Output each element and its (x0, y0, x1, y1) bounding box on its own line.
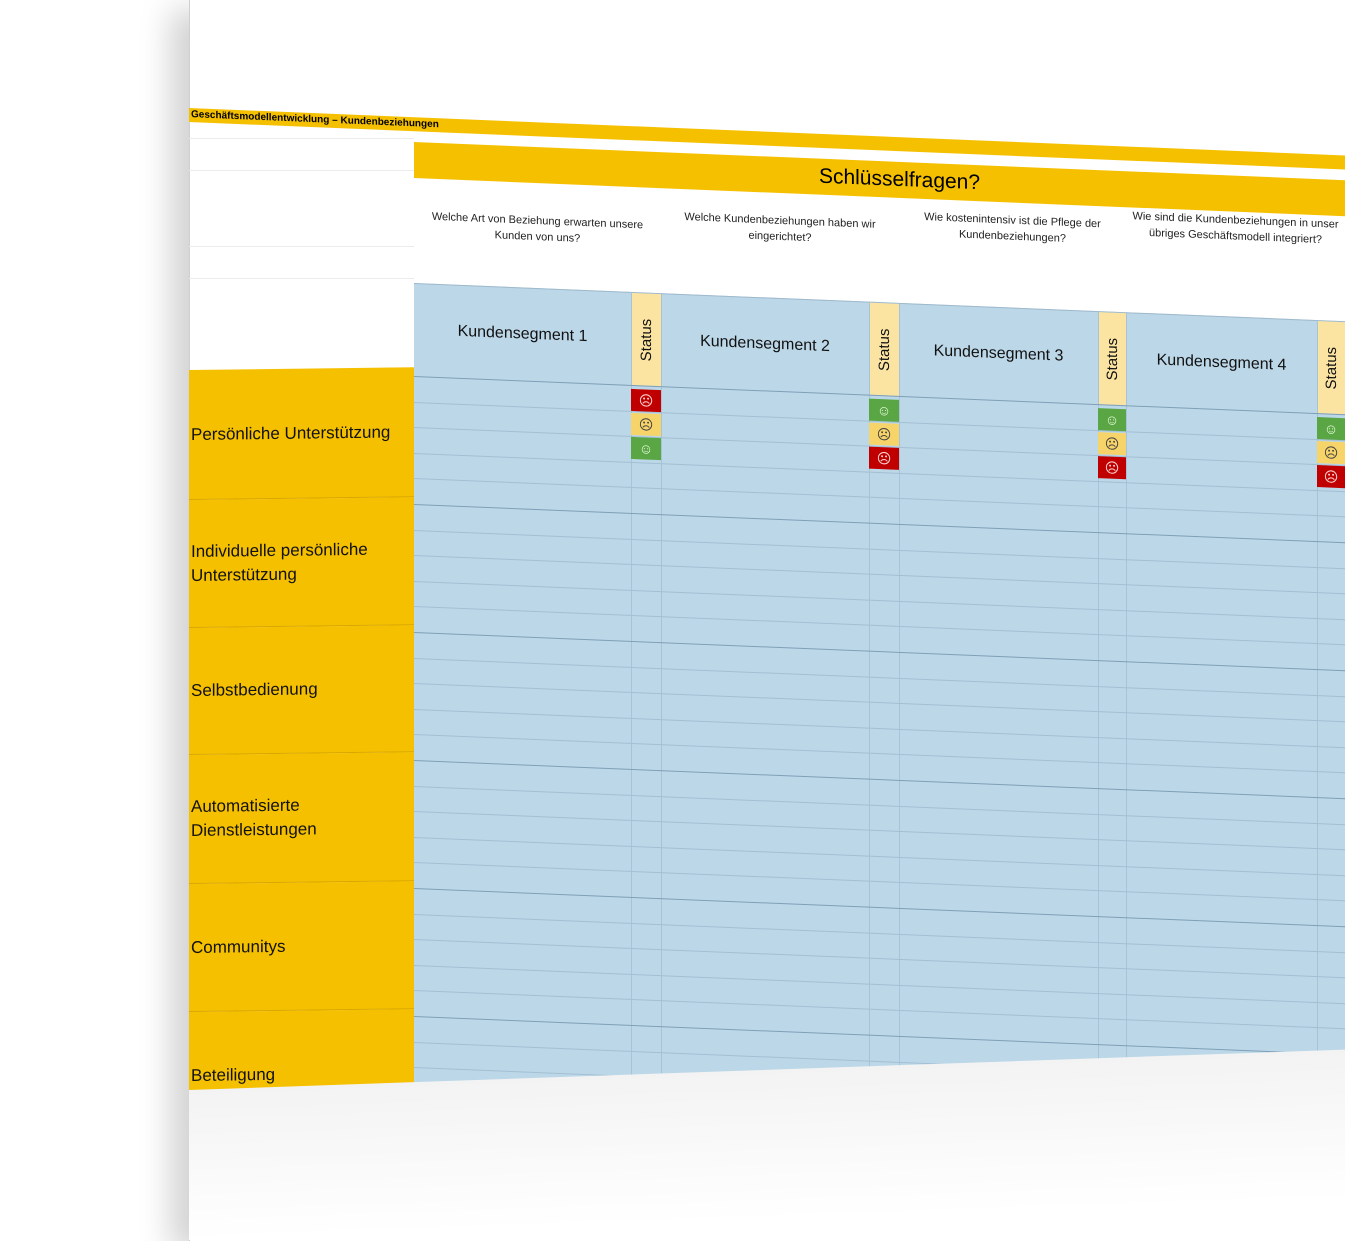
status-cell-s3-r2[interactable]: ☹ (1098, 432, 1126, 455)
question-3: Wie kostenintensiv ist die Pflege der Kundenbeziehungen? (924, 211, 1101, 245)
grid-line (414, 811, 1345, 850)
row-labels (189, 367, 414, 1140)
row-label-communitys: Communitys (189, 881, 414, 1012)
header-spacer-grid (189, 128, 414, 368)
grid-line (189, 170, 414, 171)
key-questions-heading: Schlüsselfragen? (414, 142, 1345, 216)
grid-line (414, 990, 1345, 1029)
grid-line (661, 294, 662, 1116)
status-cell-s3-r1[interactable]: ☺ (1098, 408, 1126, 431)
status-header-3: Status (1098, 312, 1126, 405)
status-cell-s4-r3[interactable]: ☹ (1317, 465, 1345, 488)
grid-line (414, 862, 1345, 901)
row-label-beteiligung: Beteiligung (189, 1009, 414, 1140)
grid-line (414, 658, 1345, 697)
status-cell-s4-r1[interactable]: ☺ (1317, 417, 1345, 440)
segment-header-1: Kundensegment 1 (457, 322, 588, 346)
row-label-automatisierte-dienstleistungen: Automatisierte Dienstleistungen (189, 752, 414, 884)
row-label-selbstbedienung: Selbstbedienung (189, 625, 414, 755)
status-cell-s1-r3[interactable]: ☺ (631, 437, 661, 460)
question-4: Wie sind die Kundenbeziehungen in unser übriges Geschäftsmodell integriert? (1132, 210, 1339, 247)
status-cell-s2-r3[interactable]: ☹ (869, 447, 899, 470)
grid-line (414, 478, 1345, 517)
question-2: Welche Kundenbeziehungen haben wir eingerichtet? (684, 210, 876, 245)
grid-line (414, 555, 1345, 594)
grid-line (189, 138, 414, 139)
status-cell-s3-r3[interactable]: ☹ (1098, 456, 1126, 479)
grid-line (414, 530, 1345, 569)
grid-line (414, 683, 1345, 722)
segment-header-3: Kundensegment 3 (933, 342, 1064, 365)
segment-header-2: Kundensegment 2 (700, 332, 830, 356)
grid-line (414, 939, 1345, 978)
grid-line (899, 304, 900, 1126)
status-cell-s2-r2[interactable]: ☹ (869, 423, 899, 446)
grid-line (189, 246, 414, 247)
status-cell-s1-r1[interactable]: ☹ (631, 389, 661, 412)
segment-header-4: Kundensegment 4 (1156, 351, 1287, 374)
row-label-persoenliche-unterstuetzung: Persönliche Unterstützung (189, 367, 414, 500)
status-cell-s2-r1[interactable]: ☺ (869, 399, 899, 422)
grid-line (414, 914, 1345, 953)
status-cell-s4-r2[interactable]: ☹ (1317, 441, 1345, 464)
status-header-1: Status (631, 293, 661, 386)
status-cell-s1-r2[interactable]: ☹ (631, 413, 661, 436)
grid-line (414, 606, 1345, 645)
relationship-matrix (414, 283, 1345, 1143)
grid-line (1126, 313, 1127, 1135)
grid-line (189, 278, 414, 279)
row-label-individuelle-unterstuetzung: Individuelle persönliche Unterstützung (189, 497, 414, 628)
grid-line (414, 734, 1345, 773)
sheet-title: Geschäftsmodellentwicklung – Kundenbeziehungen (189, 108, 1345, 169)
status-header-2: Status (869, 303, 899, 396)
question-1: Welche Art von Beziehung erwarten unsere Kunden von uns? (431, 210, 644, 245)
grid-line (414, 786, 1345, 825)
status-header-4: Status (1317, 321, 1345, 414)
